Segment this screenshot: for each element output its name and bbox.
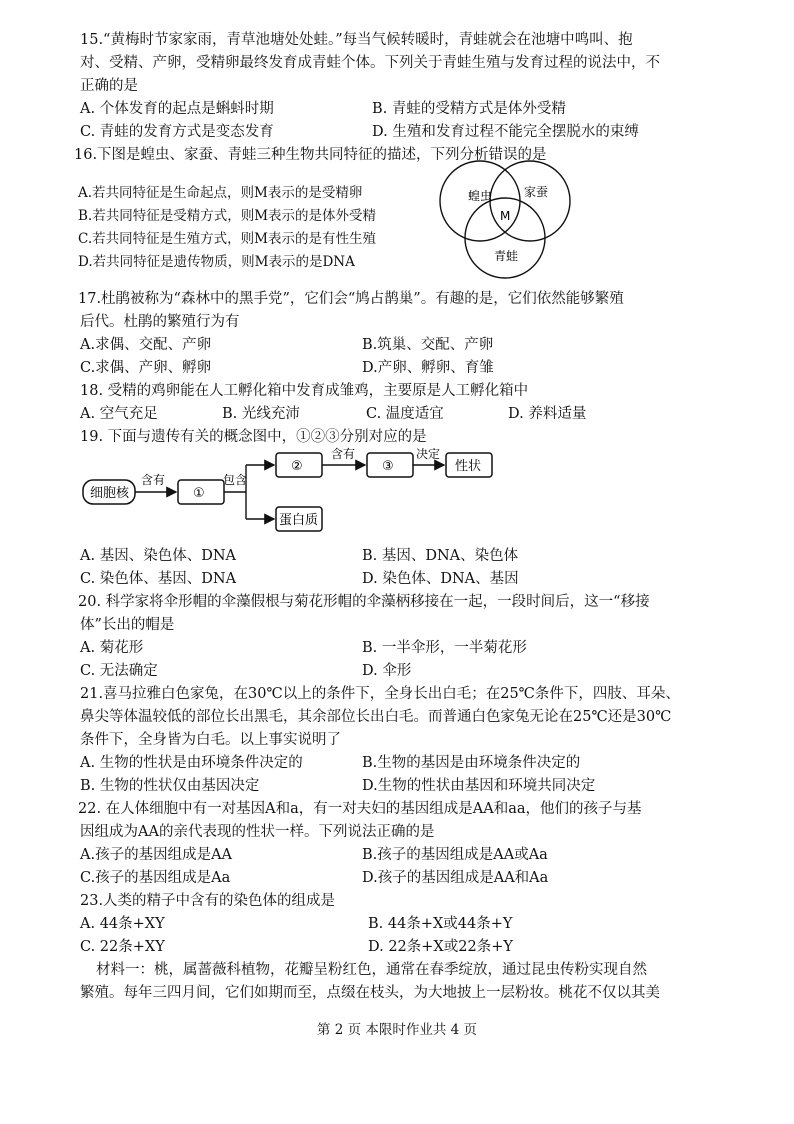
q18-option-c: C. 温度适宜 bbox=[366, 406, 444, 422]
q15-option-c: C. 青蛙的发育方式是变态发育 bbox=[80, 124, 274, 140]
q16-option-b: B.若共同特征是受精方式，则M表示的是体外受精 bbox=[78, 208, 377, 224]
venn-diagram bbox=[430, 158, 580, 283]
edge-label-contains-1: 含有 bbox=[141, 473, 166, 487]
q23-stem: 23.人类的精子中含有的染色体的组成是 bbox=[80, 893, 336, 909]
q21-option-b: B.生物的基因是由环境条件决定的 bbox=[362, 755, 581, 771]
edge-label-determines: 决定 bbox=[416, 447, 441, 461]
q23-option-b: B. 44条+X或44条+Y bbox=[368, 916, 513, 932]
q21-stem-line-1: 21.喜马拉雅白色家兔，在30℃以上的条件下，全身长出白毛；在25℃条件下，四肢、耳朵、 bbox=[80, 686, 680, 702]
q19-option-d: D. 染色体、DNA、基因 bbox=[362, 571, 519, 587]
node-trait-label: 性状 bbox=[455, 459, 482, 474]
venn-label-center: M bbox=[500, 209, 511, 223]
q21-stem-line-2: 鼻尖等体温较低的部位长出黑毛，其余部位长出白毛。而普通白色家兔无论在25℃还是30℃ bbox=[80, 709, 672, 725]
q21-option-c: B. 生物的性状仅由基因决定 bbox=[80, 778, 260, 794]
venn-label-silkworm: 家蚕 bbox=[524, 185, 549, 199]
q17-stem-line-2: 后代。杜鹃的繁殖行为有 bbox=[80, 314, 240, 330]
q17-option-b: B.筑巢、交配、产卵 bbox=[362, 337, 494, 353]
q21-option-a: A. 生物的性状是由环境条件决定的 bbox=[80, 755, 303, 771]
q15-option-d: D. 生殖和发育过程不能完全摆脱水的束缚 bbox=[372, 124, 639, 140]
q19-option-a: A. 基因、染色体、DNA bbox=[80, 548, 236, 564]
q16-option-d: D.若共同特征是遗传物质，则M表示的是DNA bbox=[78, 254, 355, 270]
q15-option-b: B. 青蛙的受精方式是体外受精 bbox=[372, 101, 566, 117]
q19-option-c: C. 染色体、基因、DNA bbox=[80, 571, 237, 587]
q16-option-a: A.若共同特征是生命起点，则M表示的是受精卵 bbox=[78, 185, 363, 201]
concept-map bbox=[78, 440, 538, 540]
q17-option-c: C.求偶、产卵、孵卵 bbox=[80, 360, 212, 376]
q19-option-b: B. 基因、DNA、染色体 bbox=[362, 548, 519, 564]
material-line-1: 材料一：桃，属蔷薇科植物，花瓣呈粉红色，通常在春季绽放，通过昆虫传粉实现自然 bbox=[96, 962, 647, 978]
q18-option-d: D. 养料适量 bbox=[508, 406, 587, 422]
q22-stem-line-1: 22. 在人体细胞中有一对基因A和a，有一对夫妇的基因组成是AA和aa，他们的孩子与基 bbox=[78, 801, 642, 817]
venn-label-frog: 青蛙 bbox=[494, 249, 519, 263]
q20-stem-line-1: 20. 科学家将伞形帽的伞藻假根与菊花形帽的伞藻柄移接在一起，一段时间后，这一“移接 bbox=[78, 594, 650, 610]
q15-stem-line-1: 15.“黄梅时节家家雨，青草池塘处处蛙。”每当气候转暖时，青蛙就会在池塘中鸣叫、抱 bbox=[80, 32, 633, 48]
q22-option-c: C.孩子的基因组成是Aa bbox=[80, 870, 231, 886]
q22-option-b: B.孩子的基因组成是AA或Aa bbox=[362, 847, 548, 863]
q16-stem: 16.下图是蝗虫、家蚕、青蛙三种生物共同特征的描述，下列分析错误的是 bbox=[74, 147, 547, 163]
q20-option-a: A. 菊花形 bbox=[80, 640, 144, 656]
venn-label-locust: 蝗虫 bbox=[468, 189, 493, 203]
node-protein-label: 蛋白质 bbox=[279, 513, 319, 528]
q22-option-a: A.孩子的基因组成是AA bbox=[80, 847, 233, 863]
q20-option-b: B. 一半伞形，一半菊花形 bbox=[362, 640, 527, 656]
q20-option-c: C. 无法确定 bbox=[80, 663, 158, 679]
q18-option-a: A. 空气充足 bbox=[80, 406, 158, 422]
q21-stem-line-3: 条件下，全身皆为白毛。以上事实说明了 bbox=[80, 732, 341, 748]
node-1-label: ① bbox=[193, 486, 205, 501]
q21-option-d: D.生物的性状由基因和环境共同决定 bbox=[362, 778, 596, 794]
q17-option-d: D.产卵、孵卵、育雏 bbox=[362, 360, 494, 376]
node-nucleus-label: 细胞核 bbox=[90, 486, 130, 501]
q23-option-c: C. 22条+XY bbox=[80, 939, 165, 955]
q17-option-a: A.求偶、交配、产卵 bbox=[80, 337, 212, 353]
edge-label-include: 包含 bbox=[223, 473, 248, 487]
q15-stem-line-3: 正确的是 bbox=[80, 78, 138, 94]
q15-stem-line-2: 对、受精、产卵，受精卵最终发育成青蛙个体。下列关于青蛙生殖与发育过程的说法中，不 bbox=[80, 55, 660, 71]
q16-option-c: C.若共同特征是生殖方式，则M表示的是有性生殖 bbox=[78, 231, 376, 247]
page-footer: 第 2 页 本限时作业共 4 页 bbox=[316, 1022, 478, 1038]
q23-option-a: A. 44条+XY bbox=[80, 916, 165, 932]
q23-option-d: D. 22条+X或22条+Y bbox=[368, 939, 513, 955]
q22-option-d: D.孩子的基因组成是AA和Aa bbox=[362, 870, 549, 886]
material-line-2: 繁殖。每年三四月间，它们如期而至，点缀在枝头，为大地披上一层粉妆。桃花不仅以其美 bbox=[80, 985, 660, 1001]
venn-circle-silkworm bbox=[490, 161, 570, 241]
q20-option-d: D. 伞形 bbox=[362, 663, 412, 679]
node-2-label: ② bbox=[291, 459, 303, 474]
q18-stem: 18. 受精的鸡卵能在人工孵化箱中发育成雏鸡，主要原是人工孵化箱中 bbox=[80, 383, 529, 399]
q20-stem-line-2: 体”长出的帽是 bbox=[80, 617, 175, 633]
q22-stem-line-2: 因组成为AA的亲代表现的性状一样。下列说法正确的是 bbox=[80, 824, 435, 840]
edge-label-contains-2: 含有 bbox=[331, 447, 356, 461]
q15-option-a: A. 个体发育的起点是蝌蚪时期 bbox=[80, 101, 274, 117]
q18-option-b: B. 光线充沛 bbox=[222, 406, 300, 422]
q19-stem: 19. 下面与遗传有关的概念图中，①②③分别对应的是 bbox=[80, 429, 427, 445]
node-3-label: ③ bbox=[382, 459, 394, 474]
q17-stem-line-1: 17.杜鹃被称为“森林中的黑手党”，它们会“鸠占鹊巢”。有趣的是，它们依然能够繁殖 bbox=[78, 291, 624, 307]
